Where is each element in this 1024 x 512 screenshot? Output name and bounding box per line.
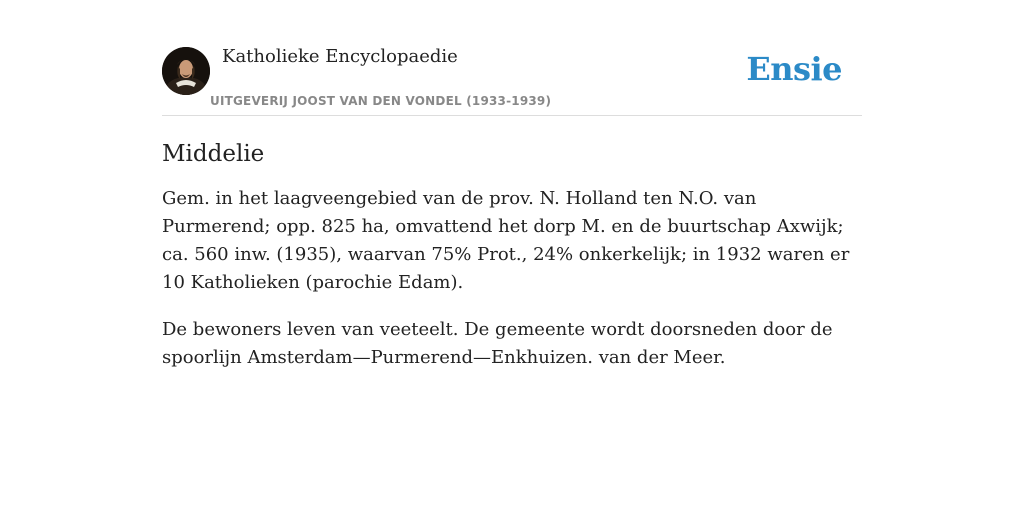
portrait-icon [162,47,210,95]
source-header [162,40,862,116]
page-container [162,40,862,372]
article-paragraph: De bewoners leven van veeteelt. De gemeente wordt doorsneden door de spoorlijn Amsterdam—Purmerend—Enkhuizen. van der Meer. [162,319,833,368]
source-title[interactable]: Katholieke Encyclopaedie [222,46,458,67]
ensie-logo-link[interactable]: Ensie [746,50,842,88]
article-title: Middelie [162,141,265,167]
article-body [162,185,862,372]
source-avatar-icon[interactable] [162,47,210,95]
article-paragraph: Gem. in het laagveengebied van de prov. N. Holland ten N.O. van Purmerend; opp. 825 ha, omvattend het dorp M. en de buurtschap Axwijk; ca. 560 inw. (1935), waarvan 75% Prot., 24% onkerkelijk; in 1932 waren er 10 Katholieken (parochie Edam). [162,188,850,293]
source-subtitle: UITGEVERIJ JOOST VAN DEN VONDEL (1933-1939) [210,94,552,108]
